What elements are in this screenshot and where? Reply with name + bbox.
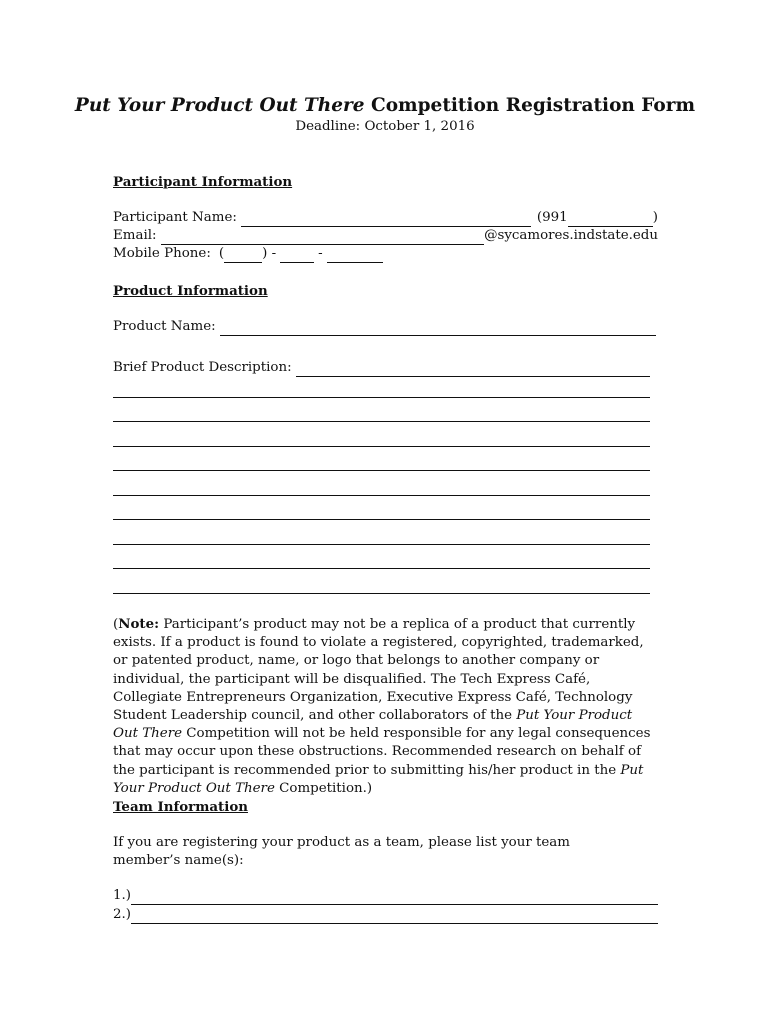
form-title-rest: Competition Registration Form: [364, 95, 696, 116]
description-line[interactable]: [113, 519, 650, 520]
product-description-row: [113, 359, 650, 377]
description-line[interactable]: [113, 397, 650, 398]
team-member-field[interactable]: [131, 910, 658, 924]
team-member-field[interactable]: [131, 891, 658, 905]
note-text-1: Participant’s product may not be a replica of a product that currently exists. If a product is found to violate a registered, copyrighted, trademarked, or patented product, name, or logo that belongs to another company or individual, the participant will be disqualified. The Tech Express Café, Collegiate Entrepreneurs Organization, Executive Express Café, Technology Student Leadership council, and other collaborators of the: [113, 617, 644, 724]
phone-close-paren: ) -: [262, 246, 277, 261]
email-label: Email:: [113, 228, 157, 243]
participant-name-row: [113, 209, 658, 227]
disclaimer-note: [113, 615, 653, 798]
note-open-paren: (: [113, 617, 119, 632]
product-heading: Product Information: [113, 283, 268, 299]
product-description-label: Brief Product Description:: [113, 360, 292, 375]
product-name-label: Product Name:: [113, 319, 216, 334]
team-member-row: [113, 887, 658, 905]
participant-name-field[interactable]: [241, 213, 531, 227]
product-description-field[interactable]: [296, 363, 650, 377]
email-field[interactable]: [161, 231, 485, 245]
student-id-prefix: (991: [536, 210, 568, 225]
description-line[interactable]: [113, 593, 650, 594]
description-line[interactable]: [113, 446, 650, 447]
phone-prefix-field[interactable]: [280, 249, 314, 263]
phone-row: [113, 245, 393, 263]
phone-area-code-field[interactable]: [224, 249, 262, 263]
description-line[interactable]: [113, 544, 650, 545]
note-competition-name-2: Put Your Product Out There: [113, 762, 644, 796]
note-text-2: Competition will not be held responsible for any legal consequences that may occur upon these obstructions. Recommended research on behalf of the participant is recommended prior to submitting his/her product in the: [113, 726, 651, 778]
team-heading: Team Information: [113, 799, 248, 815]
team-intro: If you are registering your product as a team, please list your team member’s name(s):: [113, 835, 570, 868]
note-competition-name-1: Put Your Product Out There: [113, 708, 633, 742]
description-line[interactable]: [113, 421, 650, 422]
description-line[interactable]: [113, 568, 650, 569]
phone-dash: -: [318, 246, 323, 261]
description-line[interactable]: [113, 470, 650, 471]
product-name-field[interactable]: [220, 322, 656, 336]
email-row: [113, 227, 658, 245]
form-title: [0, 94, 770, 118]
deadline-text: Deadline: October 1, 2016: [295, 119, 475, 134]
phone-open-paren: (: [218, 246, 225, 261]
team-member-number: 1.): [113, 888, 132, 903]
note-text-3: Competition.): [274, 780, 373, 796]
phone-label: Mobile Phone:: [113, 246, 211, 261]
team-member-number: 2.): [113, 907, 132, 922]
form-title-italic: Put Your Product Out There: [74, 95, 365, 116]
product-name-row: [113, 318, 656, 336]
student-id-suffix: ): [652, 210, 658, 225]
phone-line-field[interactable]: [327, 249, 383, 263]
student-id-field[interactable]: [568, 213, 653, 227]
description-line[interactable]: [113, 495, 650, 496]
team-member-row: [113, 906, 658, 924]
participant-name-label: Participant Name:: [113, 210, 237, 225]
note-label: Note:: [118, 616, 160, 632]
participant-heading: Participant Information: [113, 174, 293, 190]
email-domain: @sycamores.indstate.edu: [484, 228, 658, 243]
